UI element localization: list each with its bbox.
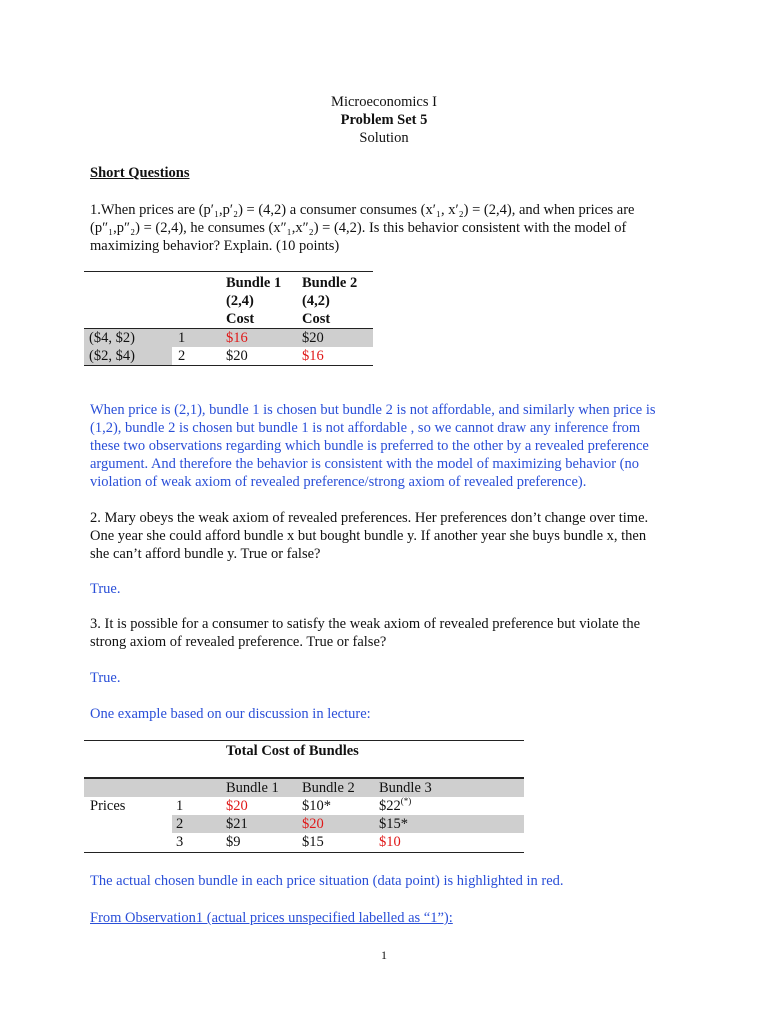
table-cell: $20 (226, 348, 248, 364)
answer-line: When price is (2,1), bundle 1 is chosen but bundle 2 is not affordable, and similarly when price is (90, 402, 656, 418)
table-cell: $20 (302, 330, 324, 346)
question-2 (90, 509, 690, 563)
question-3-line: strong axiom of revealed preference. True or false? (90, 634, 387, 650)
table-2-title: Total Cost of Bundles (226, 743, 359, 759)
answer-line: these two observations regarding which bundle is preferred to the other by a revealed preference (90, 438, 649, 454)
col-header-bundle-1: Bundle 1 (2,4) Cost (226, 275, 282, 327)
answer-2: True. (90, 581, 121, 597)
answer-line: argument. And therefore the behavior is consistent with the model of maximizing behavior (no (90, 456, 639, 472)
table-cell-chosen: $20 (226, 798, 248, 814)
highlight-note: The actual chosen bundle in each price situation (data point) is highlighted in red. (90, 873, 564, 889)
question-1-line: (p″₁,p″₂) = (2,4), he consumes (x″₁,x″₂) = (4,2). Is this behavior consistent with the model of (90, 220, 627, 236)
table-rule (84, 740, 524, 741)
table-cell-index: 1 (176, 798, 184, 814)
question-2-line: 2. Mary obeys the weak axiom of revealed preferences. Her preferences don’t change over time. (90, 510, 649, 526)
question-1-line: 1.When prices are (p′₁,p′₂) = (4,2) a consumer consumes (x′₁, x′₂) = (2,4), and when prices are (90, 202, 635, 218)
table-cell-price: ($4, $2) (89, 330, 135, 346)
row-label-prices: Prices (90, 798, 126, 814)
table-cell-index: 2 (176, 816, 184, 832)
table-rule (84, 852, 524, 853)
question-2-line: One year she could afford bundle x but bought bundle y. If another year she buys bundle x, then (90, 528, 647, 544)
footnote-mark: (*) (400, 796, 412, 807)
table-cell-index: 3 (176, 834, 184, 850)
answer-3: True. (90, 670, 121, 686)
table-cell: $10* (302, 798, 331, 814)
table-cell-index: 1 (178, 330, 186, 346)
section-heading: Short Questions (90, 165, 190, 181)
question-2-line: she can’t afford bundle y. True or false? (90, 546, 321, 562)
table-cell: $22(*) (379, 796, 412, 814)
question-3 (90, 615, 690, 651)
col-header-bundle-3: Bundle 3 (379, 780, 432, 796)
table-rule (84, 365, 373, 366)
table-cell: $9 (226, 834, 241, 850)
table-cell: $15* (379, 816, 408, 832)
table-cell-price: ($2, $4) (89, 348, 135, 364)
table-cell-chosen: $20 (302, 816, 324, 832)
observation-heading: From Observation1 (actual prices unspecified labelled as “1”): (90, 910, 453, 926)
table-cell: $21 (226, 816, 248, 832)
table-cell-chosen: $16 (226, 330, 248, 346)
question-1-line: maximizing behavior? Explain. (10 points) (90, 238, 340, 254)
page-number: 1 (381, 948, 387, 962)
answer-line: violation of weak axiom of revealed preference/strong axiom of revealed preference). (90, 474, 587, 490)
example-intro: One example based on our discussion in lecture: (90, 706, 371, 722)
course-name: Microeconomics I (331, 94, 437, 110)
answer-line: (1,2), bundle 2 is chosen but bundle 1 is not affordable , so we cannot draw any inference from (90, 420, 641, 436)
table-rule (84, 271, 373, 272)
table-cell-chosen: $10 (379, 834, 401, 850)
col-header-bundle-2: Bundle 2 (302, 780, 355, 796)
table-cell: $15 (302, 834, 324, 850)
answer-1 (90, 401, 690, 491)
question-1 (90, 201, 690, 255)
solution-subtitle: Solution (359, 130, 409, 146)
question-3-line: 3. It is possible for a consumer to satisfy the weak axiom of revealed preference but violate the (90, 616, 641, 632)
row-shade (172, 815, 524, 833)
problem-set-title: Problem Set 5 (340, 112, 428, 128)
table-cell-chosen: $16 (302, 348, 324, 364)
col-header-bundle-1: Bundle 1 (226, 780, 279, 796)
table-cell-index: 2 (178, 348, 186, 364)
col-header-bundle-2: Bundle 2 (4,2) Cost (302, 275, 358, 327)
